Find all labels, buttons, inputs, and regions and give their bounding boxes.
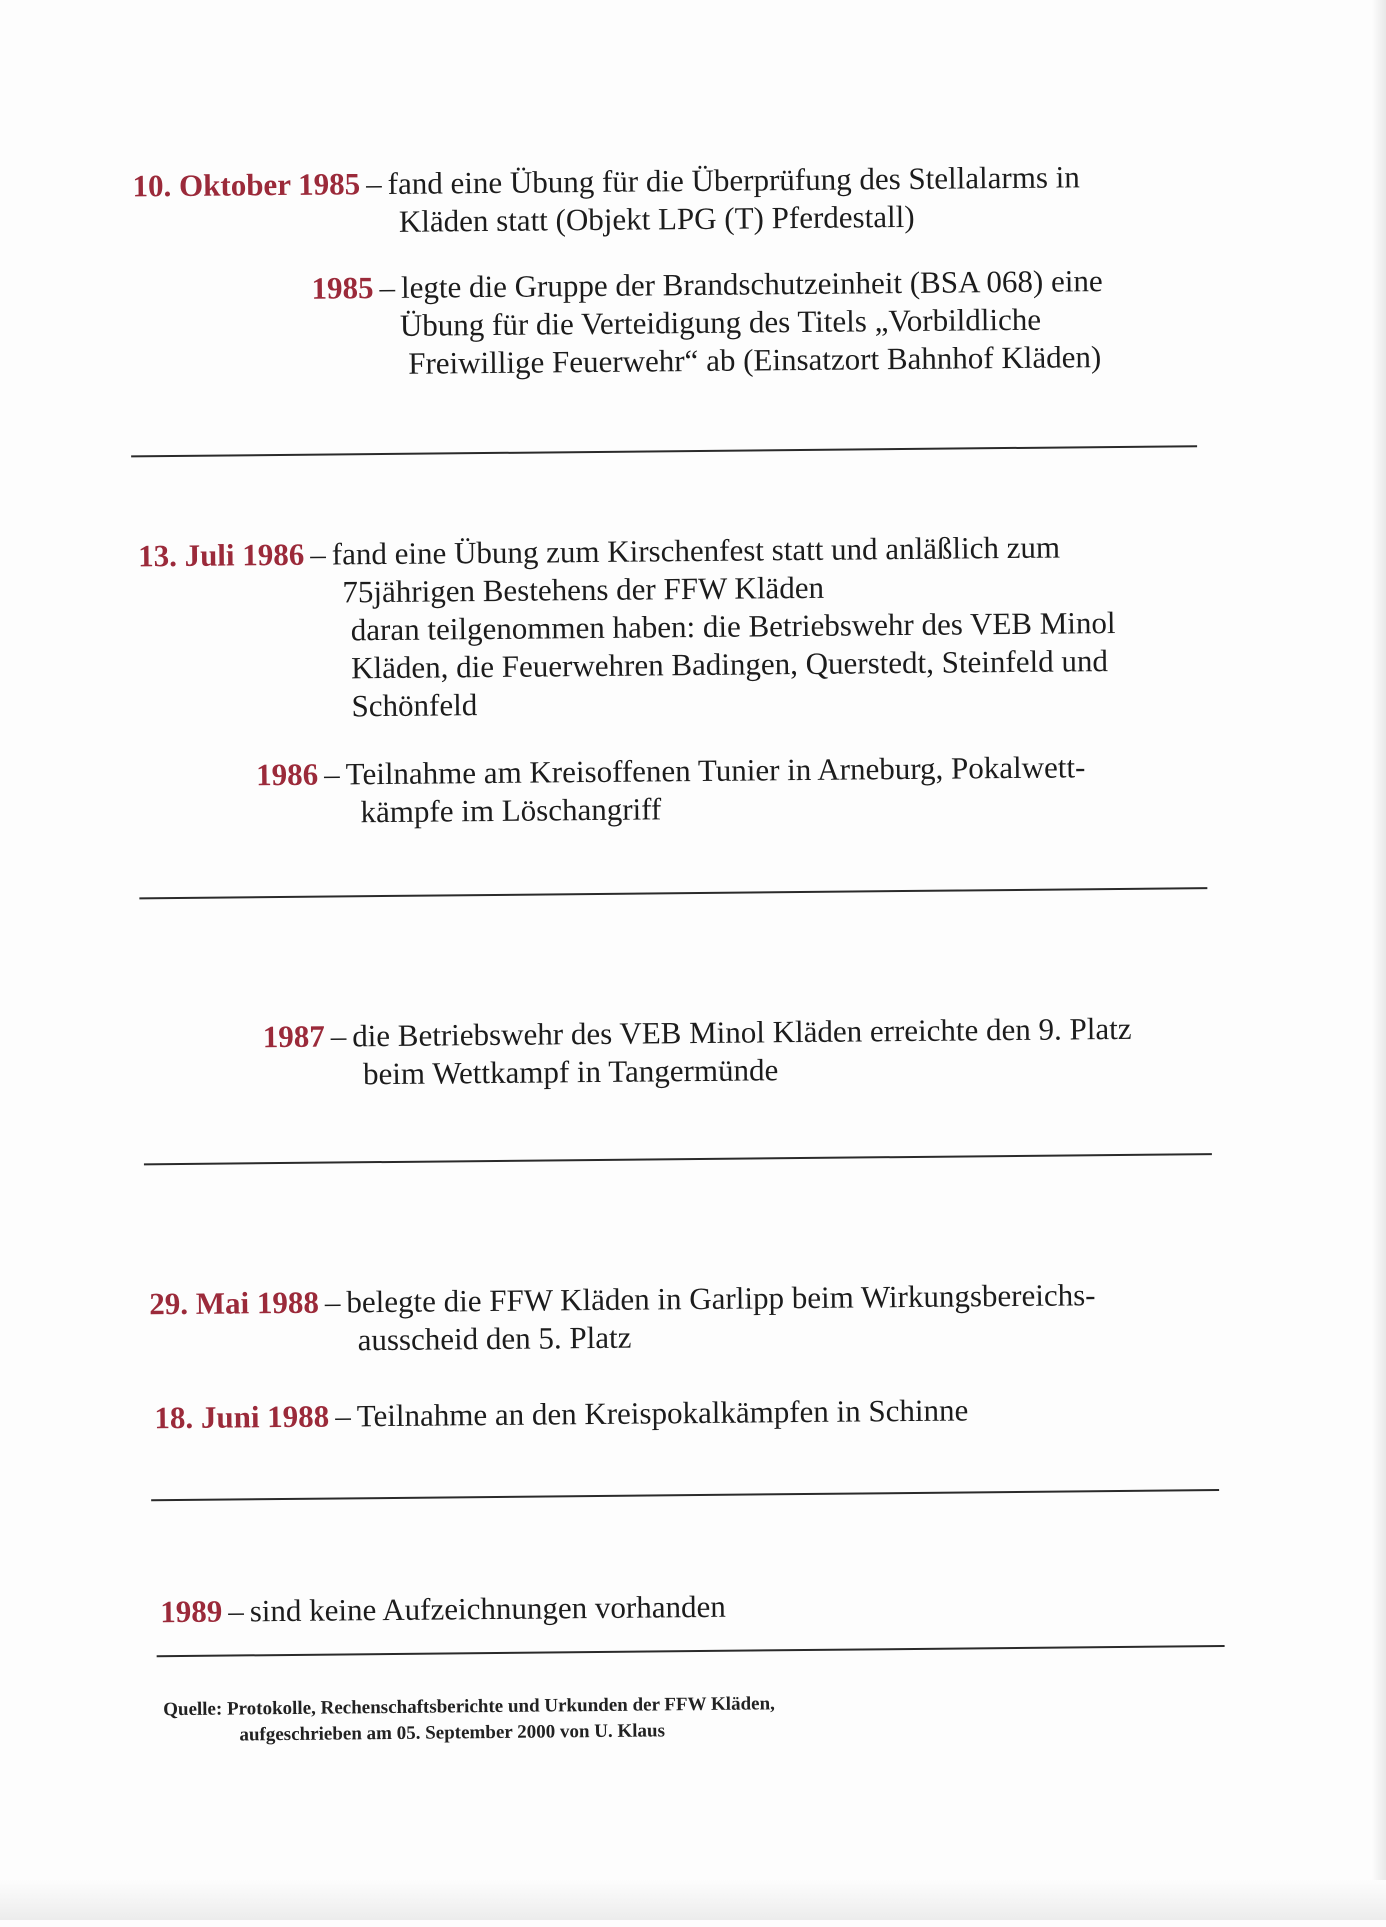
- page-bottom-shadow: [0, 1880, 1386, 1920]
- entry-text: legte die Gruppe der Brandschutzeinheit (BSA 068) eine: [400, 263, 1103, 305]
- entry-dash: –: [330, 1018, 347, 1054]
- entry-date: 13. Juli 1986: [137, 536, 305, 574]
- entry-1989-line-1: [160, 1588, 726, 1631]
- entry-date: 1989: [160, 1593, 223, 1630]
- entry-dash: –: [379, 269, 396, 306]
- page-edge-shadow: [1372, 0, 1386, 1920]
- entry-1986-line-2: kämpfe im Löschangriff: [360, 791, 662, 830]
- entry-date: 29. Mai 1988: [149, 1284, 320, 1322]
- section-divider: [144, 1153, 1212, 1165]
- entry-date: 1986: [256, 756, 319, 793]
- entry-text: Teilnahme am Kreisoffenen Tunier in Arneburg, Pokalwett-: [345, 749, 1086, 792]
- entry-1985-line-2: Übung für die Verteidigung des Titels „Vorbildliche: [399, 301, 1042, 343]
- entry-jun-1988-line-1: [154, 1391, 968, 1437]
- entry-text: belegte die FFW Kläden in Garlipp beim Wirkungsbereichs-: [346, 1277, 1096, 1320]
- entry-jul-1986-line-2: 75jährigen Bestehens der FFW Kläden: [342, 569, 825, 610]
- entry-text: fand eine Übung zum Kirschenfest statt und anläßlich zum: [331, 529, 1061, 572]
- entry-oct-1985-line-1: [132, 158, 1080, 205]
- entry-dash: –: [310, 536, 326, 572]
- entry-oct-1985-line-2: Kläden statt (Objekt LPG (T) Pferdestall): [398, 198, 915, 239]
- entry-text: Teilnahme an den Kreispokalkämpfen in Schinne: [356, 1392, 969, 1434]
- entry-dash: –: [335, 1398, 351, 1434]
- source-note-line-2: aufgeschrieben am 05. September 2000 von U. Klaus: [239, 1720, 666, 1746]
- entry-dash: –: [324, 756, 340, 792]
- entry-text: fand eine Übung für die Überprüfung des Stellalarms in: [387, 159, 1080, 201]
- section-divider: [151, 1489, 1219, 1501]
- entry-1985-line-3: Freiwillige Feuerwehr“ ab (Einsatzort Bahnhof Kläden): [408, 339, 1102, 381]
- entry-dash: –: [228, 1593, 244, 1629]
- entry-1986-line-1: [256, 748, 1086, 794]
- entry-dash: –: [366, 166, 382, 202]
- entry-date: 10. Oktober 1985: [132, 166, 361, 204]
- entry-date: 1987: [262, 1018, 325, 1055]
- entry-date: 18. Juni 1988: [154, 1398, 330, 1436]
- source-note-line-1: Quelle: Protokolle, Rechenschaftsberichte und Urkunden der FFW Kläden,: [163, 1693, 775, 1721]
- entry-jul-1986-line-4: Kläden, die Feuerwehren Badingen, Querstedt, Steinfeld und: [351, 643, 1109, 686]
- entry-text: sind keine Aufzeichnungen vorhanden: [249, 1588, 726, 1629]
- section-divider: [157, 1645, 1225, 1657]
- entry-date: 1985: [311, 270, 374, 306]
- entry-jul-1986-line-5: Schönfeld: [351, 687, 478, 724]
- entry-text: die Betriebswehr des VEB Minol Kläden erreichte den 9. Platz: [352, 1010, 1132, 1054]
- entry-may-1988-line-1: [149, 1276, 1096, 1323]
- section-divider: [131, 445, 1197, 457]
- entry-jul-1986-line-3: daran teilgenommen haben: die Betriebswehr des VEB Minol: [350, 604, 1116, 648]
- section-divider: [139, 887, 1207, 899]
- entry-1987-line-2: beim Wettkampf in Tangermünde: [362, 1052, 779, 1092]
- entry-dash: –: [324, 1284, 341, 1320]
- entry-jul-1986-line-1: [138, 529, 1060, 576]
- entry-1987-line-1: [263, 1010, 1132, 1056]
- entry-may-1988-line-2: ausscheid den 5. Platz: [357, 1319, 632, 1358]
